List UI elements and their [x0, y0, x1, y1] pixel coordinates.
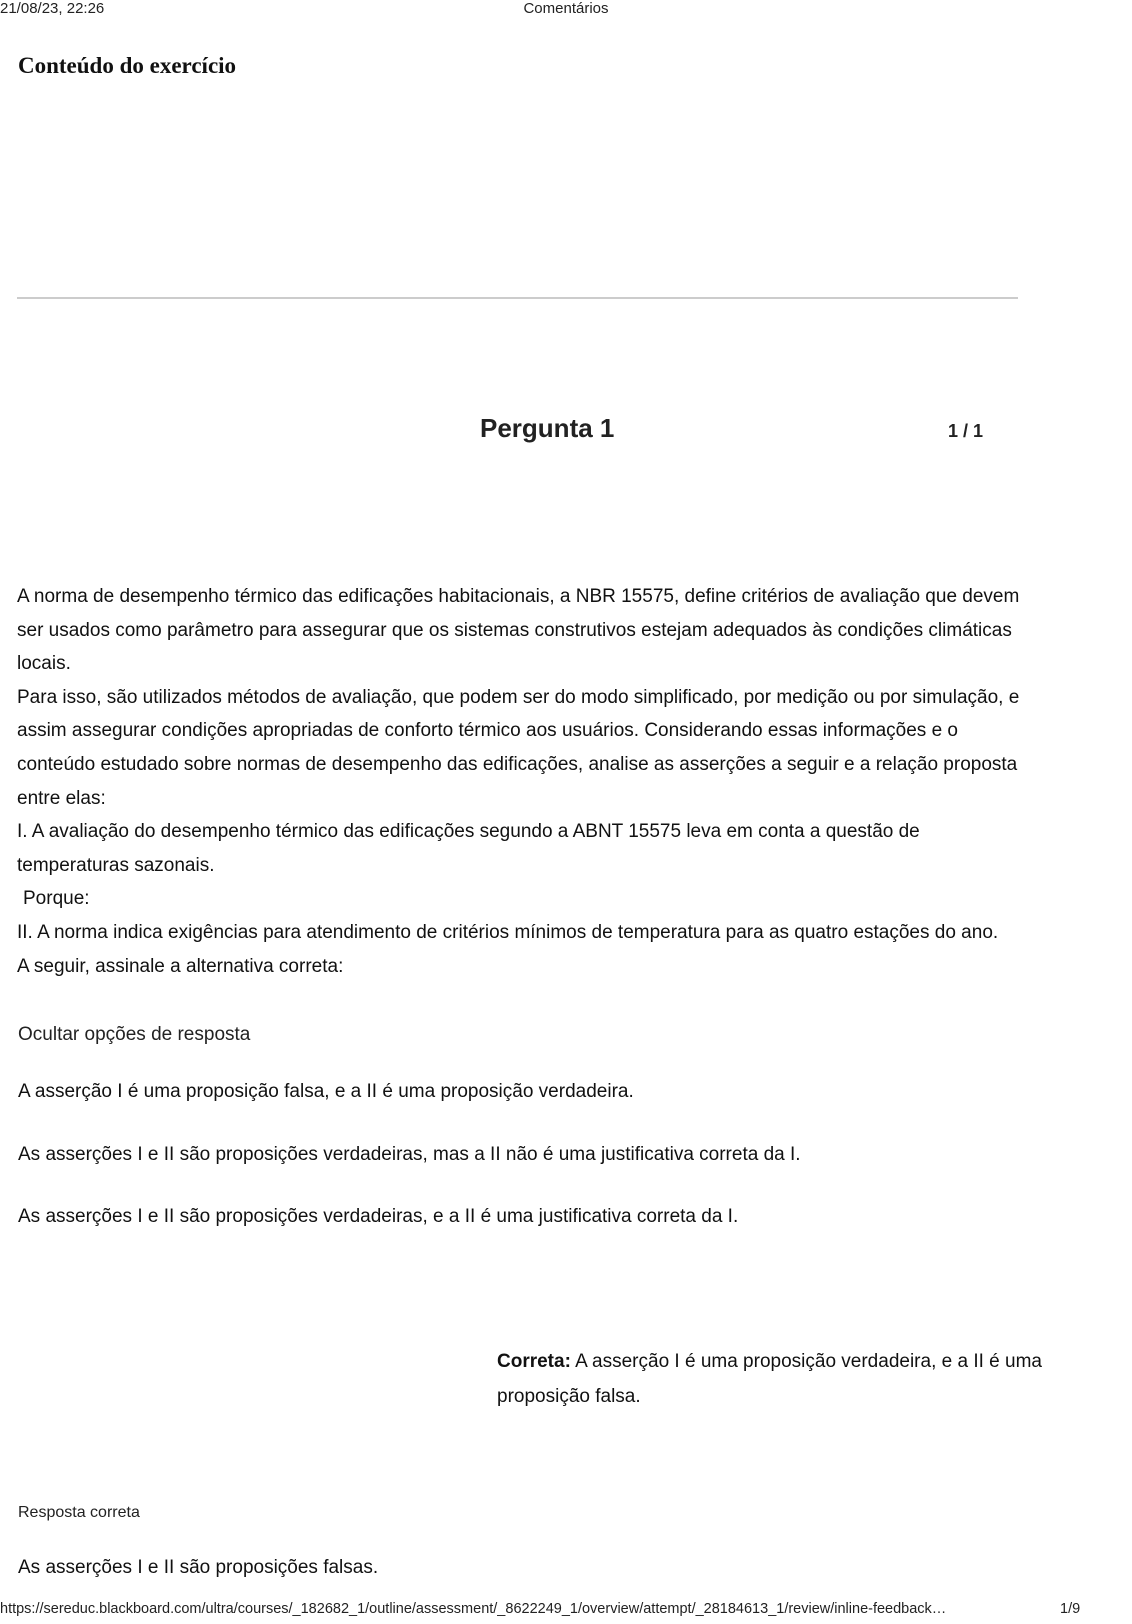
correct-feedback — [497, 1344, 1117, 1414]
question-line: I. A avaliação do desempenho térmico das edificações segundo a ABNT 15575 leva em conta a questão de — [17, 821, 920, 843]
question-line: locais. — [17, 653, 71, 675]
question-line: A seguir, assinale a alternativa correta: — [17, 955, 344, 977]
question-line: Porque: — [23, 888, 90, 910]
question-line: ser usados como parâmetro para assegurar que os sistemas construtivos estejam adequados às condições climáticas — [17, 619, 1012, 641]
question-line: A norma de desempenho térmico das edificações habitacionais, a NBR 15575, define critérios de avaliação que devem — [17, 586, 1020, 607]
question-score: 1 / 1 — [948, 421, 984, 441]
answer-option[interactable]: A asserção I é uma proposição falsa, e a II é uma proposição verdadeira. — [18, 1081, 634, 1102]
correct-answer-label: Resposta correta — [18, 1504, 140, 1521]
question-line: II. A norma indica exigências para atendimento de critérios mínimos de temperatura para as quatro estações do ano. — [17, 921, 999, 943]
answer-option[interactable]: As asserções I e II são proposições verdadeiras, mas a II não é uma justificativa correta da I. — [18, 1144, 801, 1165]
print-page-title: Comentários — [523, 0, 609, 17]
print-datetime: 21/08/23, 22:26 — [0, 0, 105, 17]
content-title: Conteúdo do exercício — [18, 53, 237, 78]
question-line: assim assegurar condições apropriadas de conforto térmico aos usuários. Considerando essas informações e o — [17, 720, 958, 742]
correct-answer-text: As asserções I e II são proposições falsas. — [18, 1557, 379, 1578]
correct-text: A asserção I é uma proposição verdadeira, e a II é uma proposição falsa. — [497, 1351, 1042, 1407]
correct-label: Correta: — [497, 1351, 571, 1372]
question-line: conteúdo estudado sobre normas de desempenho das edificações, analise as asserções a seguir e a relação proposta — [17, 753, 1018, 775]
question-title: Pergunta 1 — [480, 413, 615, 443]
print-page-number: 1/9 — [1060, 1601, 1081, 1617]
hide-options-link[interactable]: Ocultar opções de resposta — [18, 1024, 251, 1045]
answer-option[interactable]: As asserções I e II são proposições verdadeiras, e a II é uma justificativa correta da I. — [18, 1206, 739, 1227]
divider — [17, 297, 1018, 299]
question-line: entre elas: — [17, 787, 106, 809]
print-footer-url: https://sereduc.blackboard.com/ultra/courses/_182682_1/outline/assessment/_8622249_1/overview/attempt/_28184613_1/review/inline-feedback… — [0, 1601, 947, 1617]
question-line: Para isso, são utilizados métodos de avaliação, que podem ser do modo simplificado, por medição ou por simulação, e — [17, 686, 1020, 708]
question-text — [17, 580, 1127, 983]
question-line: temperaturas sazonais. — [17, 854, 215, 876]
